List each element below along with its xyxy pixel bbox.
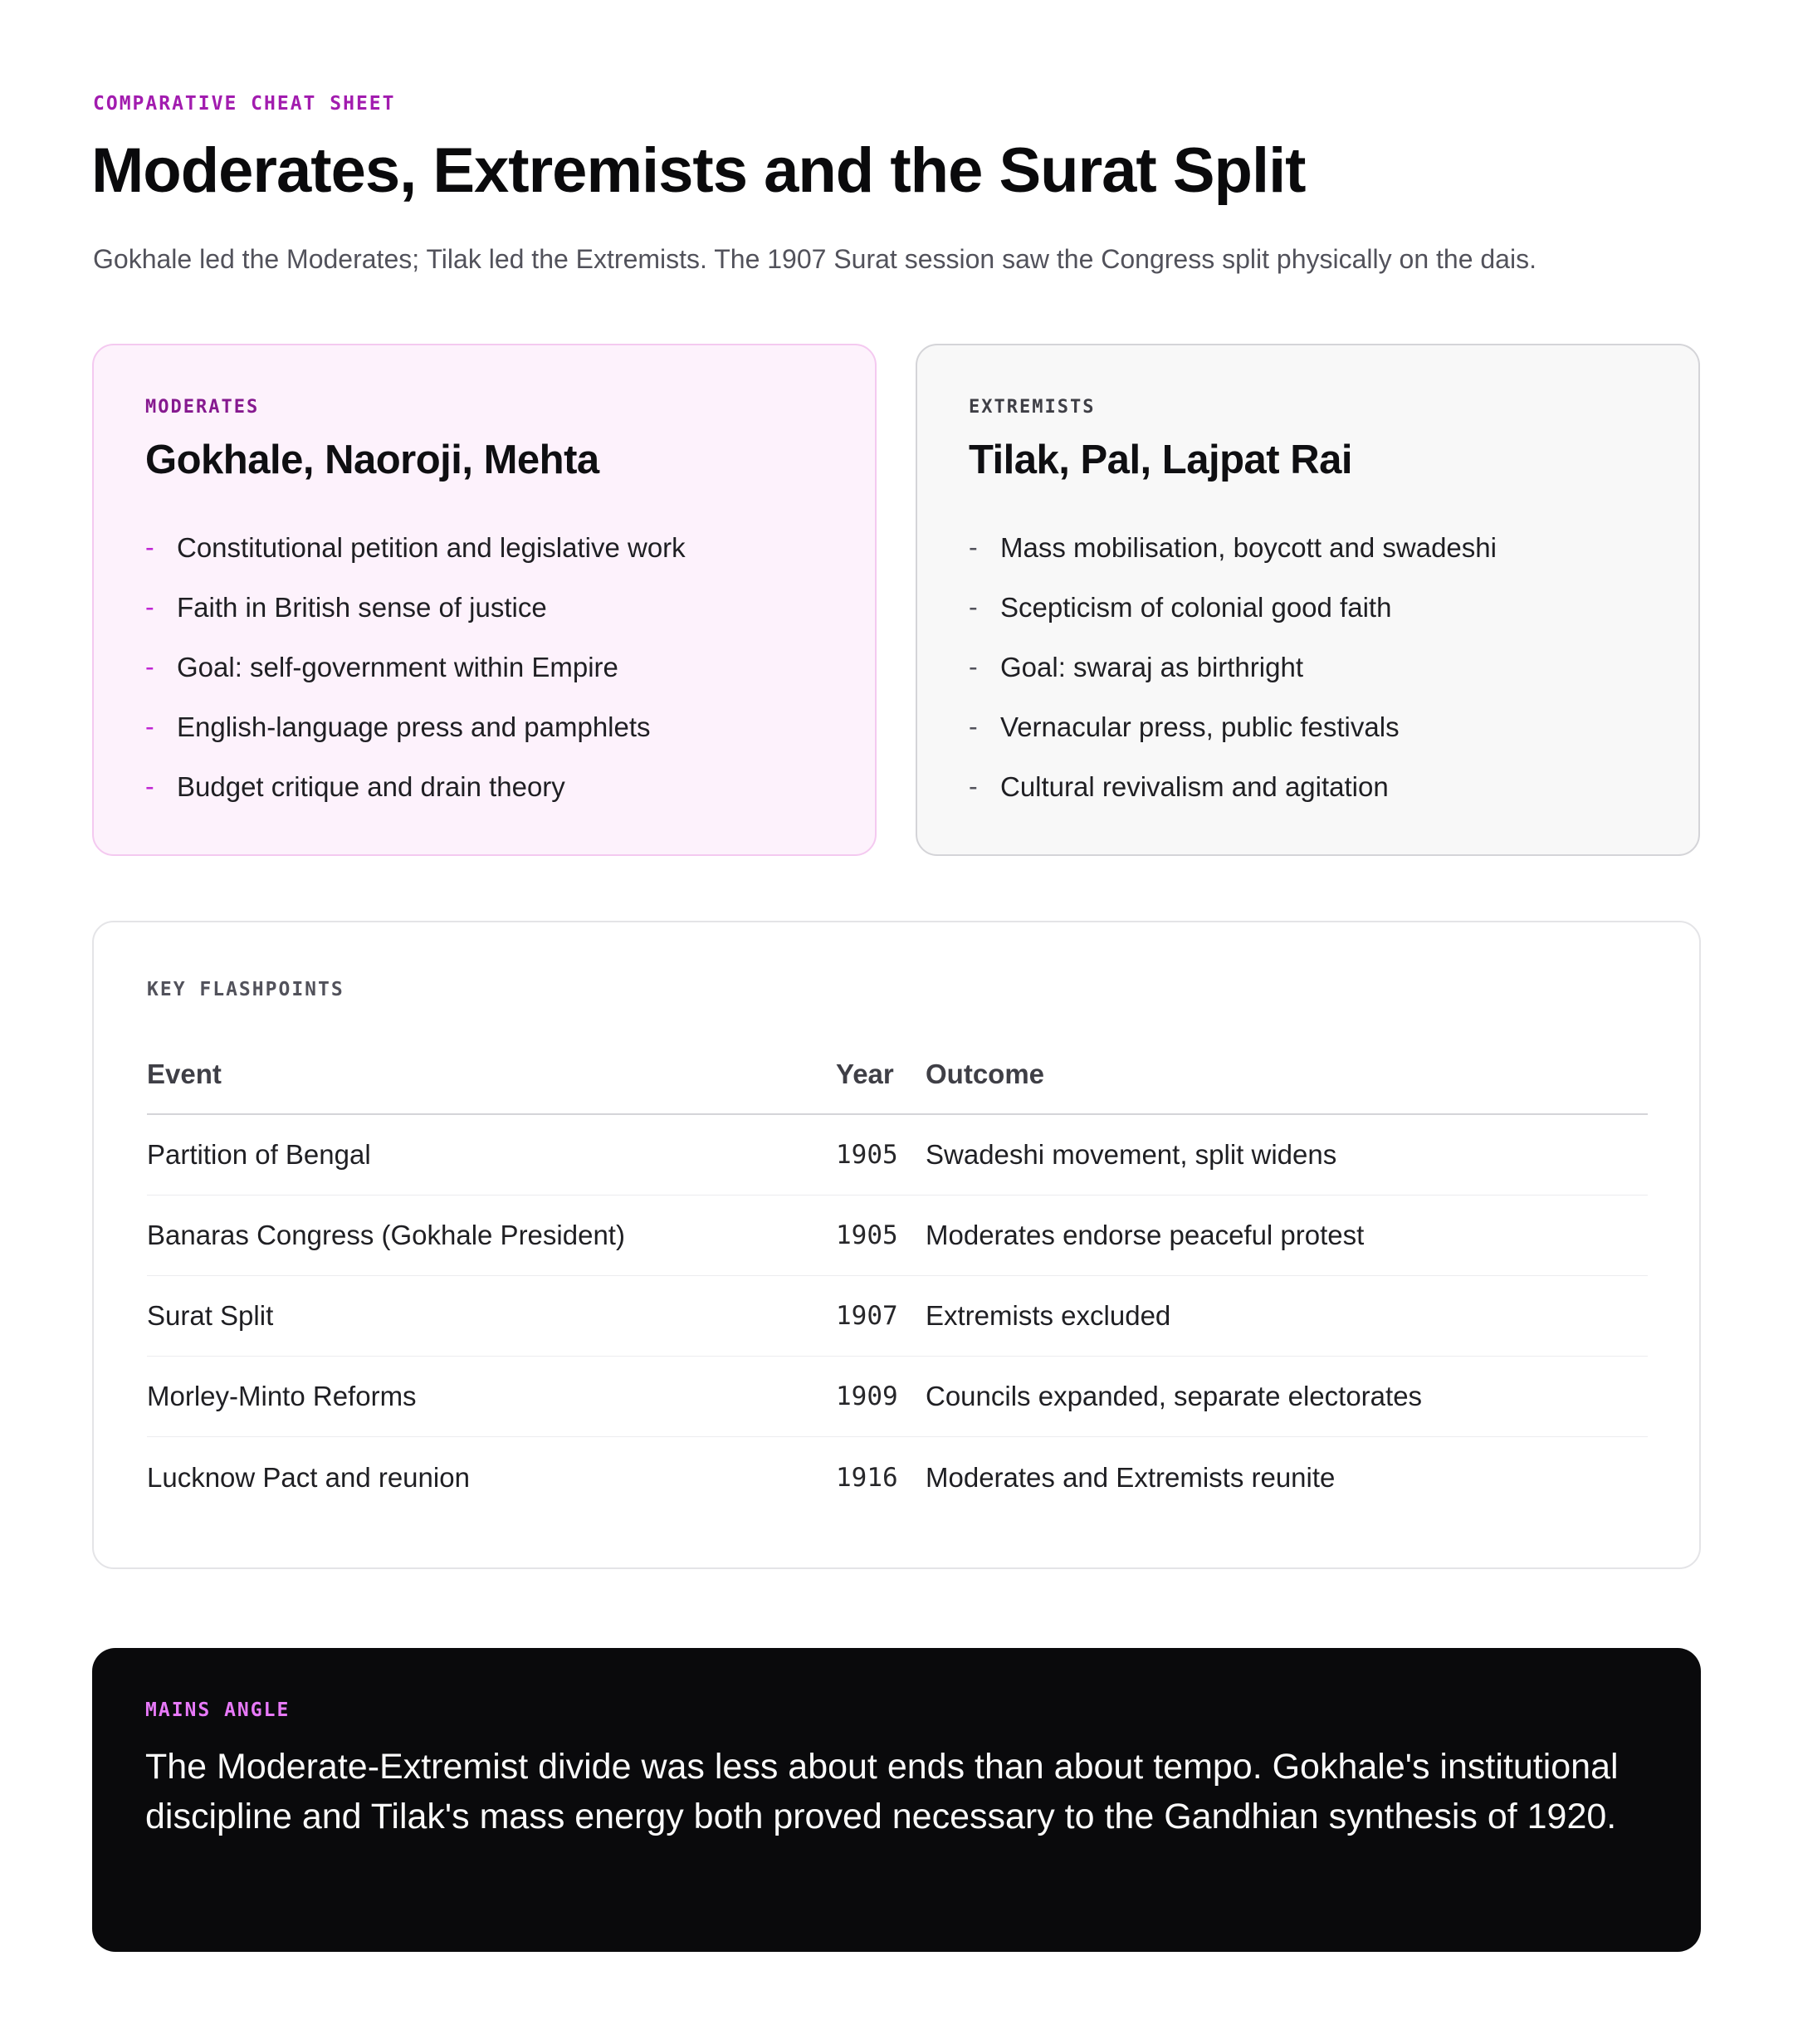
flashpoints-table xyxy=(147,1035,1648,1518)
mains-angle-tag: MAINS ANGLE xyxy=(145,1699,291,1721)
table-header-row xyxy=(147,1035,1648,1115)
table-row xyxy=(147,1357,1648,1437)
mains-angle-panel xyxy=(92,1648,1701,1952)
event-cell: Surat Split xyxy=(147,1300,274,1331)
year-cell: 1905 xyxy=(836,1140,898,1170)
dash-bullet: - xyxy=(145,711,154,742)
outcome-cell: Extremists excluded xyxy=(926,1300,1171,1331)
year-cell: 1916 xyxy=(836,1462,898,1493)
moderates-list xyxy=(145,518,823,817)
event-cell: Morley-Minto Reforms xyxy=(147,1381,417,1411)
flashpoints-tag: KEY FLASHPOINTS xyxy=(147,979,344,1000)
eyebrow-label: COMPARATIVE CHEAT SHEET xyxy=(93,93,396,115)
list-item xyxy=(969,638,1647,697)
list-item-text: English-language press and pamphlets xyxy=(177,711,651,742)
dash-bullet: - xyxy=(969,652,978,682)
table-row xyxy=(147,1115,1648,1196)
list-item xyxy=(969,697,1647,757)
list-item-text: Mass mobilisation, boycott and swadeshi xyxy=(1000,531,1497,563)
list-item-text: Cultural revivalism and agitation xyxy=(1000,770,1389,802)
table-row xyxy=(147,1276,1648,1357)
dash-bullet: - xyxy=(969,771,978,802)
dash-bullet: - xyxy=(145,532,154,563)
event-cell: Lucknow Pact and reunion xyxy=(147,1461,470,1493)
year-cell: 1905 xyxy=(836,1220,898,1250)
list-item-text: Vernacular press, public festivals xyxy=(1000,711,1400,742)
table-row xyxy=(147,1437,1648,1518)
year-cell: 1909 xyxy=(836,1381,898,1411)
moderates-card xyxy=(92,344,877,856)
dash-bullet: - xyxy=(145,592,154,623)
dash-bullet: - xyxy=(145,652,154,682)
year-cell: 1907 xyxy=(836,1301,898,1331)
outcome-cell: Moderates endorse peaceful protest xyxy=(926,1220,1365,1250)
list-item-text: Faith in British sense of justice xyxy=(177,591,547,623)
column-header-year: Year xyxy=(836,1059,894,1089)
event-cell: Banaras Congress (Gokhale President) xyxy=(147,1220,625,1250)
list-item xyxy=(145,638,823,697)
list-item xyxy=(969,757,1647,817)
extremists-leaders: Tilak, Pal, Lajpat Rai xyxy=(969,438,1352,482)
list-item xyxy=(969,518,1647,578)
list-item-text: Scepticism of colonial good faith xyxy=(1000,591,1392,623)
list-item xyxy=(969,578,1647,638)
list-item-text: Constitutional petition and legislative work xyxy=(177,531,686,563)
moderates-leaders: Gokhale, Naoroji, Mehta xyxy=(145,438,599,482)
page-subtitle: Gokhale led the Moderates; Tilak led the Extremists. The 1907 Surat session saw the Congress split physically on the dais. xyxy=(93,244,1537,274)
moderates-tag: MODERATES xyxy=(145,397,260,418)
list-item xyxy=(145,697,823,757)
page-title: Moderates, Extremists and the Surat Split xyxy=(91,135,1306,206)
list-item xyxy=(145,757,823,817)
list-item-text: Goal: self-government within Empire xyxy=(177,651,618,682)
list-item-text: Budget critique and drain theory xyxy=(177,770,565,802)
extremists-list xyxy=(969,518,1647,817)
outcome-cell: Councils expanded, separate electorates xyxy=(926,1381,1423,1411)
outcome-cell: Moderates and Extremists reunite xyxy=(926,1461,1336,1493)
column-header-outcome: Outcome xyxy=(926,1059,1045,1089)
dash-bullet: - xyxy=(969,592,978,623)
dash-bullet: - xyxy=(969,711,978,742)
outcome-cell: Swadeshi movement, split widens xyxy=(926,1139,1337,1170)
list-item xyxy=(145,518,823,578)
mains-angle-text: The Moderate-Extremist divide was less about ends than about tempo. Gokhale's institutional discipline and Tilak's mass energy both proved necessary to the Gandhian synthesis of 1920. xyxy=(145,1747,1619,1836)
list-item-text: Goal: swaraj as birthright xyxy=(1000,651,1303,682)
list-item xyxy=(145,578,823,638)
column-header-event: Event xyxy=(147,1059,222,1089)
extremists-card xyxy=(916,344,1700,856)
extremists-tag: EXTREMISTS xyxy=(969,397,1096,418)
flashpoints-card xyxy=(92,921,1701,1569)
dash-bullet: - xyxy=(145,771,154,802)
event-cell: Partition of Bengal xyxy=(147,1139,371,1170)
dash-bullet: - xyxy=(969,532,978,563)
table-row xyxy=(147,1196,1648,1276)
